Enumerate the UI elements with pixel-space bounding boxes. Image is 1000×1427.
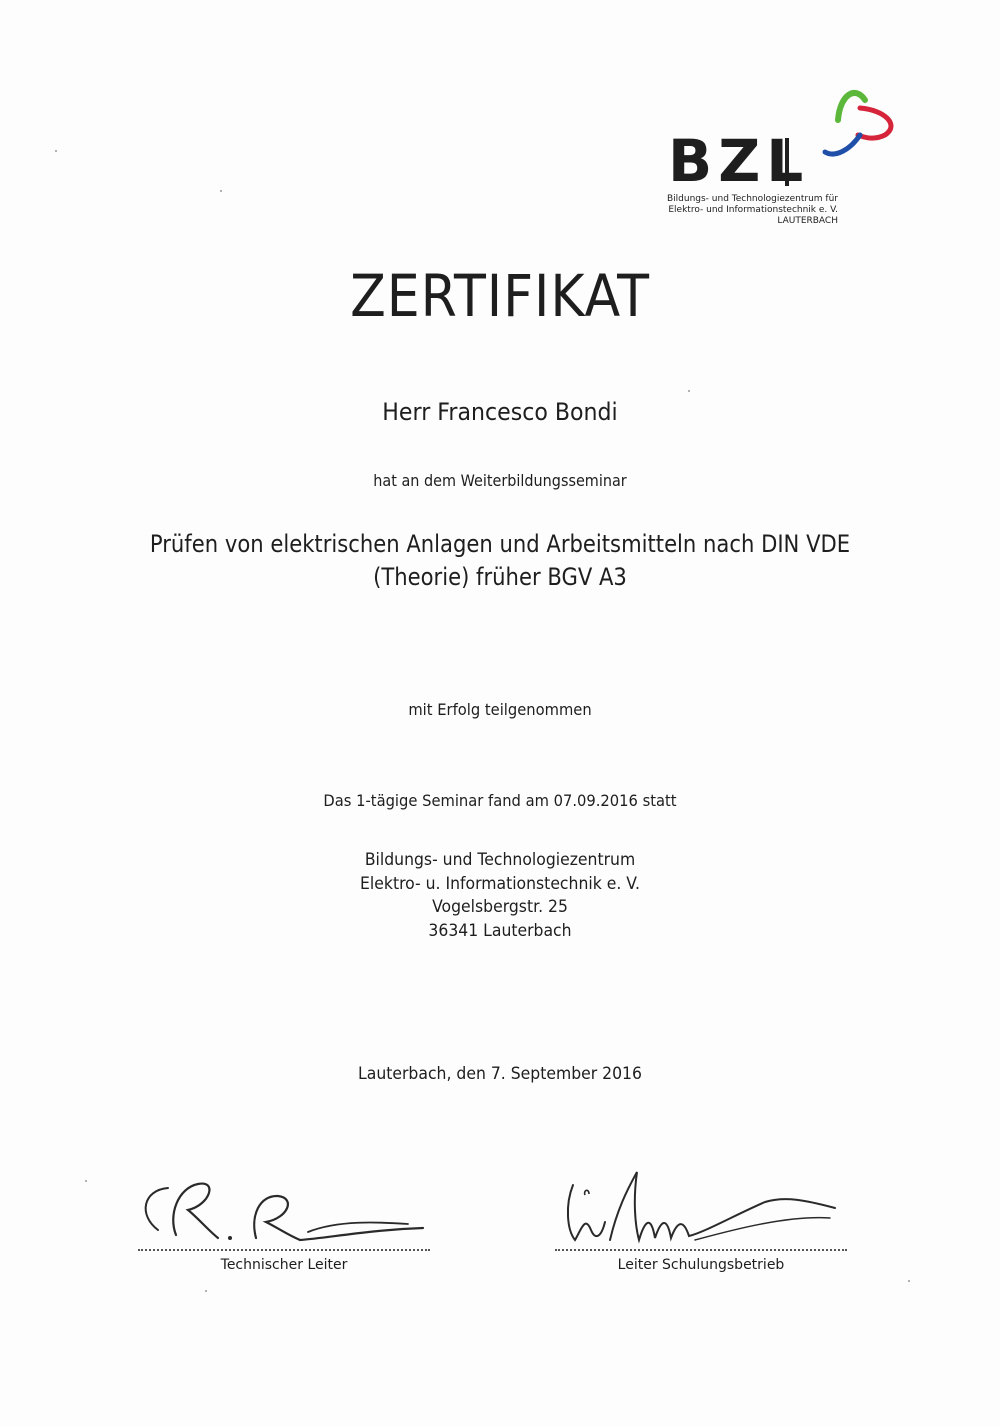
course-title-line: (Theorie) früher BGV A3 <box>373 563 627 591</box>
issuer-address <box>40 849 960 943</box>
signature-label: Leiter Schulungsbetrieb <box>617 1257 785 1273</box>
address-line: Vogelsbergstr. 25 <box>432 897 568 917</box>
certificate-title: ZERTIFIKAT <box>350 262 650 330</box>
result-text: mit Erfolg teilgenommen <box>408 700 592 719</box>
logo-brand-text: BZL <box>668 127 810 195</box>
course-title-line: Prüfen von elektrischen Anlagen und Arbeitsmitteln nach DIN VDE <box>149 530 851 558</box>
scan-speck <box>55 150 57 152</box>
scan-speck <box>220 190 222 192</box>
signature-line <box>555 1249 847 1251</box>
logo-subtitle-line: LAUTERBACH <box>777 216 838 226</box>
logo-subtitle-line: Bildungs- und Technologiezentrum für <box>666 194 838 204</box>
logo-subtitle-line: Elektro- und Informationstechnik e. V. <box>668 205 838 215</box>
place-and-date: Lauterbach, den 7. September 2016 <box>358 1064 642 1084</box>
scan-speck <box>205 1290 207 1292</box>
signature-label: Technischer Leiter <box>220 1257 348 1273</box>
address-line: Elektro- u. Informationstechnik e. V. <box>360 873 640 894</box>
address-line: 36341 Lauterbach <box>428 920 572 941</box>
recipient-name: Herr Francesco Bondi <box>382 398 618 426</box>
scan-speck <box>908 1280 910 1282</box>
handwritten-signature-icon <box>138 1160 438 1255</box>
course-title <box>60 528 940 594</box>
scan-speck <box>688 390 690 392</box>
signature-training-director <box>555 1160 855 1280</box>
logo-subtitle <box>638 194 838 227</box>
seminar-info: Das 1-tägige Seminar fand am 07.09.2016 statt <box>323 791 677 810</box>
intro-text: hat an dem Weiterbildungsseminar <box>373 471 627 490</box>
handwritten-signature-icon <box>555 1160 855 1255</box>
scan-speck <box>85 1180 87 1182</box>
address-line: Bildungs- und Technologiezentrum <box>364 850 636 870</box>
signature-line <box>138 1249 430 1251</box>
signature-technical-director <box>138 1160 438 1280</box>
